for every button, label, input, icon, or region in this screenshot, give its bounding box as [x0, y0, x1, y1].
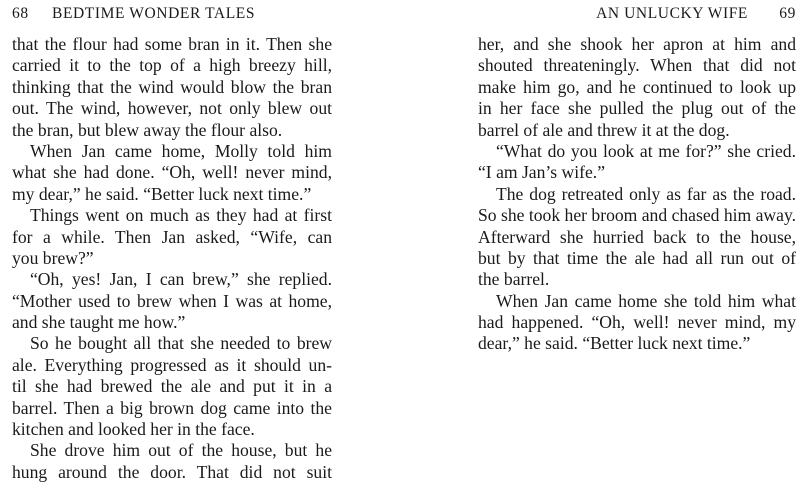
text-line: my dear,” he said. “Better luck next time.” — [12, 183, 312, 204]
text-line: had happened. “Oh, well! never mind, my — [478, 312, 796, 333]
text-line: ale. Everything progressed as it should un- — [12, 354, 332, 375]
text-line: but by that time the ale had all run out of — [478, 247, 796, 268]
text-line: out. The wind, however, not only blew out — [12, 98, 332, 119]
text-line: “Mother used to brew when I was at home, — [12, 290, 332, 311]
text-line: that the flour had some bran in it. Then she — [12, 34, 332, 54]
text-line: So she took her broom and chased him away. — [478, 205, 796, 226]
running-head-right — [478, 5, 796, 27]
text-line: “What do you look at me for?” she cried. — [496, 140, 796, 161]
text-line: the barrel. — [478, 269, 550, 290]
page-number: 69 — [779, 5, 796, 22]
text-line: When Jan came home she told him what — [496, 290, 796, 311]
text-line: hung around the door. That did not suit — [12, 461, 332, 482]
text-line: the bran, but blew away the flour also. — [12, 119, 283, 140]
text-line: in her face she pulled the plug out of the — [478, 98, 796, 119]
text-line: So he bought all that she needed to brew — [30, 333, 332, 354]
text-line: “Oh, yes! Jan, I can brew,” she replied. — [30, 269, 332, 290]
text-line: for a while. Then Jan asked, “Wife, can — [12, 226, 332, 247]
right-page-body — [478, 34, 796, 355]
text-line: Afterward she hurried back to the house, — [478, 226, 796, 247]
text-line: dear,” he said. “Better luck next time.” — [478, 333, 751, 354]
text-line: barrel. Then a big brown dog came into the — [12, 397, 332, 418]
text-line: carried it to the top of a high breezy hill, — [12, 55, 332, 76]
text-line: you brew?” — [12, 247, 94, 268]
text-line: Things went on much as they had at first — [30, 205, 332, 226]
text-line: When Jan came home, Molly told him — [30, 140, 332, 161]
text-line: make him go, and he continued to look up — [478, 76, 796, 97]
text-line: The dog retreated only as far as the road. — [496, 183, 796, 204]
text-line: kitchen and looked her in the face. — [12, 419, 255, 440]
text-line: shouted threateningly. When that did not — [478, 55, 796, 76]
text-line: thinking that the wind would blow the bran — [12, 76, 332, 97]
chapter-title: AN UNLUCKY WIFE — [596, 5, 748, 22]
running-head-left — [12, 5, 332, 27]
text-line: til she had brewed the ale and put it in a — [12, 376, 332, 397]
left-page — [12, 0, 332, 489]
right-page — [478, 0, 796, 489]
text-line: what she had done. “Oh, well! never mind, — [12, 162, 332, 183]
text-line: her, and she shook her apron at him and — [478, 34, 796, 54]
text-line: She drove him out of the house, but he — [30, 440, 332, 461]
book-title: BEDTIME WONDER TALES — [52, 5, 256, 22]
text-line: and she taught me how.” — [12, 312, 186, 333]
text-line: “I am Jan’s wife.” — [478, 162, 606, 183]
text-line: barrel of ale and threw it at the dog. — [478, 119, 730, 140]
left-page-body — [12, 34, 332, 483]
page-number: 68 — [12, 5, 29, 22]
